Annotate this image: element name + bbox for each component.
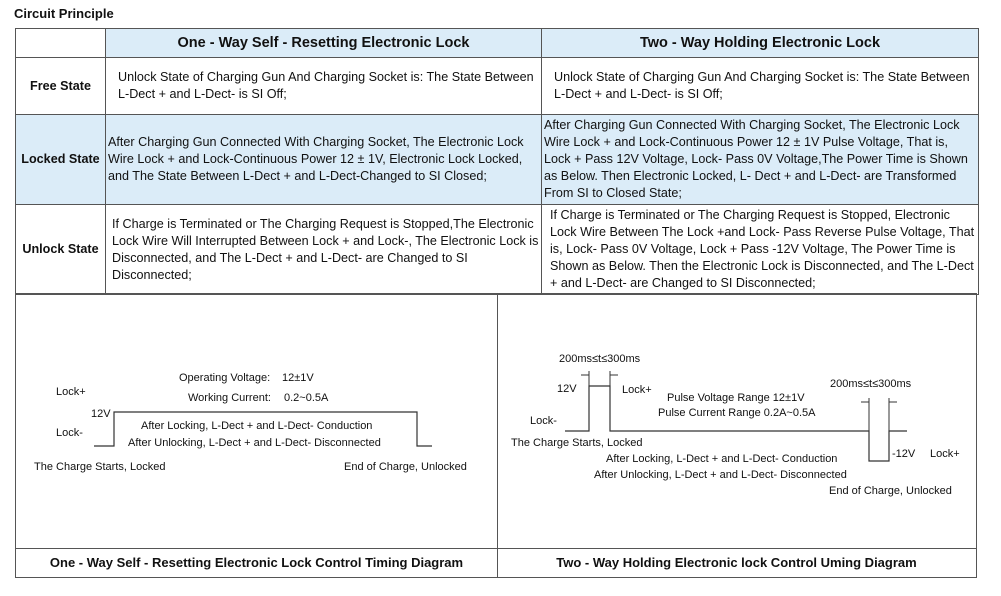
pulse-current-label: Pulse Current Range 0.2A~0.5A — [658, 407, 816, 419]
header-blank-cell — [16, 29, 106, 58]
one-way-diagram-caption: One - Way Self - Resetting Electronic Lock Control Timing Diagram — [16, 548, 497, 577]
table-row-locked-state — [16, 115, 979, 205]
lock-plus-label: Lock+ — [56, 386, 86, 398]
one-way-timing-svg — [16, 294, 496, 550]
free-state-two-way-cell: Unlock State of Charging Gun And Charging Socket is: The State Between L-Dect + and L-Dect- is SI Off; — [542, 58, 979, 115]
two-way-timing-svg — [497, 294, 977, 550]
page-title: Circuit Principle — [14, 6, 114, 21]
row-label-locked-state: Locked State — [16, 115, 106, 205]
column-header-one-way: One - Way Self - Resetting Electronic Lock — [106, 29, 542, 58]
circuit-principle-table — [15, 28, 979, 295]
after-unlocking-label: After Unlocking, L-Dect + and L-Dect- Disconnected — [128, 437, 381, 449]
lock-plus-bottom-label: Lock+ — [930, 448, 960, 460]
pulse-voltage-label: Pulse Voltage Range 12±1V — [667, 392, 805, 404]
table-row-unlock-state — [16, 205, 979, 295]
table-row-free-state — [16, 58, 979, 115]
lock-minus-label: Lock- — [56, 427, 83, 439]
pulse-duration-label-end: 200ms≤t≤300ms — [830, 378, 912, 390]
timing-diagrams — [15, 293, 977, 578]
free-state-one-way-cell: Unlock State of Charging Gun And Charging Socket is: The State Between L-Dect + and L-Dect- is SI Off; — [106, 58, 542, 115]
unlock-state-two-way-cell: If Charge is Terminated or The Charging Request is Stopped, Electronic Lock Wire Between The Lock +and Lock- Pass Reverse Pulse Voltage, That is, Lock- Pass 0V Voltage, Lock + Pass -12V Voltage, The Power Time is Shown as Below. Then the Electronic Lock is Disconnected, and The L-Dect + and L-Dect- are Changed to SI Disconnected; — [542, 205, 979, 295]
two-way-diagram-caption: Two - Way Holding Electronic lock Control Uming Diagram — [497, 548, 976, 577]
after-locking-label: After Locking, L-Dect + and L-Dect- Conduction — [141, 420, 373, 432]
after-unlocking-label: After Unlocking, L-Dect + and L-Dect- Disconnected — [594, 469, 847, 481]
charge-start-label: The Charge Starts, Locked — [511, 437, 643, 449]
working-current-value: 0.2~0.5A — [284, 392, 329, 404]
lock-minus-label: Lock- — [530, 415, 557, 427]
one-way-timing-diagram — [16, 294, 498, 577]
two-way-timing-diagram — [497, 294, 976, 577]
charge-end-label: End of Charge, Unlocked — [829, 485, 952, 497]
after-locking-label: After Locking, L-Dect + and L-Dect- Conduction — [606, 453, 838, 465]
charge-start-label: The Charge Starts, Locked — [34, 461, 166, 473]
twelve-volt-label: 12V — [557, 383, 577, 395]
row-label-unlock-state: Unlock State — [16, 205, 106, 295]
negative-twelve-volt-label: -12V — [892, 448, 916, 460]
unlock-state-one-way-cell: If Charge is Terminated or The Charging Request is Stopped,The Electronic Lock Wire Will Interrupted Between Lock + and Lock-, The Electronic Lock is Disconnected, and The L-Dect + and L-Dect- are Changed to SI Disconnected; — [106, 205, 542, 295]
twelve-volt-label: 12V — [91, 408, 111, 420]
operating-voltage-value: 12±1V — [282, 372, 314, 384]
pulse-duration-label-start: 200ms≤t≤300ms — [559, 353, 641, 365]
column-header-two-way: Two - Way Holding Electronic Lock — [542, 29, 979, 58]
locked-state-two-way-cell: After Charging Gun Connected With Charging Socket, The Electronic Lock Wire Lock + and Lock-Continuous Power 12 ± 1V Pulse Voltage, That is, Lock + Pass 12V Voltage, Lock- Pass 0V Voltage,The Power Time is Shown as Below. Then Electronic Locked, L- Dect + and L-Dect- are Transformed From SI to Closed State; — [542, 115, 979, 205]
table-header-row — [16, 29, 979, 58]
charge-end-label: End of Charge, Unlocked — [344, 461, 467, 473]
locked-state-one-way-cell: After Charging Gun Connected With Charging Socket, The Electronic Lock Wire Lock + and Lock-Continuous Power 12 ± 1V, Electronic Lock Locked, and The State Between L-Dect + and L-Dect-Changed to SI Closed; — [106, 115, 542, 205]
working-current-label: Working Current: — [188, 392, 271, 404]
row-label-free-state: Free State — [16, 58, 106, 115]
operating-voltage-label: Operating Voltage: — [179, 372, 271, 384]
lock-plus-top-label: Lock+ — [622, 384, 652, 396]
